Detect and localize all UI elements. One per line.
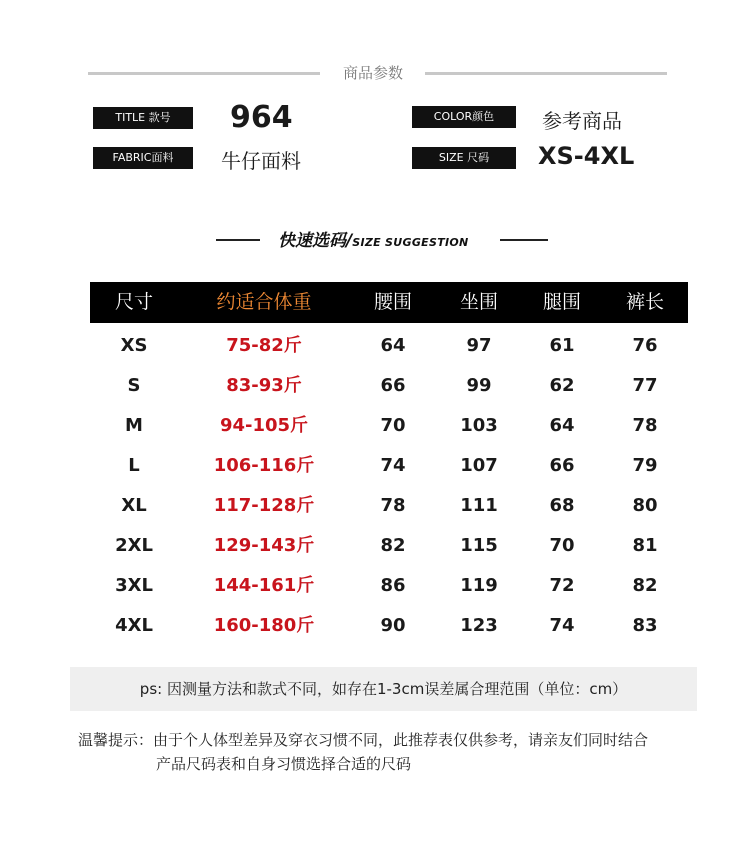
cell-hip: 97 xyxy=(466,335,492,356)
cell-size: 2XL xyxy=(115,535,153,556)
tip-line-2: 产品尺码表和自身习惯选择合适的尺码 xyxy=(156,755,412,773)
cell-hip: 103 xyxy=(460,415,498,436)
cell-length: 83 xyxy=(632,615,658,636)
table-row xyxy=(90,566,688,606)
cell-thigh: 62 xyxy=(549,375,575,396)
title-dash-left xyxy=(216,239,260,241)
cell-weight: 144-161斤 xyxy=(213,575,315,596)
size-value: XS-4XL xyxy=(538,142,635,170)
cell-length: 80 xyxy=(632,495,658,516)
cell-size: L xyxy=(128,455,140,476)
title-dash-right xyxy=(500,239,548,241)
divider-right xyxy=(425,72,667,75)
cell-length: 76 xyxy=(632,335,658,356)
cell-thigh: 70 xyxy=(549,535,575,556)
cell-weight: 75-82斤 xyxy=(226,335,302,356)
header-thigh: 腿围 xyxy=(542,291,581,313)
cell-thigh: 68 xyxy=(549,495,575,516)
header-weight: 约适合体重 xyxy=(216,291,312,313)
cell-weight: 160-180斤 xyxy=(213,615,315,636)
cell-hip: 99 xyxy=(466,375,492,396)
cell-waist: 82 xyxy=(380,535,406,556)
title-value: 964 xyxy=(230,100,293,135)
cell-weight: 106-116斤 xyxy=(213,455,315,476)
color-value: 参考商品 xyxy=(542,109,622,133)
cell-hip: 119 xyxy=(460,575,498,596)
cell-size: XS xyxy=(120,335,148,356)
divider-left xyxy=(88,72,320,75)
cell-waist: 70 xyxy=(380,415,406,436)
cell-size: 3XL xyxy=(115,575,153,596)
cell-size: XL xyxy=(121,495,147,516)
cell-waist: 90 xyxy=(380,615,406,636)
color-tag: COLOR颜色 xyxy=(412,106,516,128)
cell-length: 81 xyxy=(632,535,658,556)
header-hip: 坐围 xyxy=(459,291,498,313)
table-row xyxy=(90,326,688,366)
cell-size: S xyxy=(127,375,141,396)
cell-thigh: 74 xyxy=(549,615,575,636)
table-row xyxy=(90,446,688,486)
cell-hip: 123 xyxy=(460,615,498,636)
cell-thigh: 61 xyxy=(549,335,575,356)
cell-weight: 117-128斤 xyxy=(213,495,315,516)
table-row xyxy=(90,606,688,646)
cell-length: 82 xyxy=(632,575,658,596)
cell-weight: 94-105斤 xyxy=(219,415,309,436)
fabric-value: 牛仔面料 xyxy=(221,149,301,173)
cell-waist: 86 xyxy=(380,575,406,596)
cell-hip: 107 xyxy=(460,455,498,476)
table-row xyxy=(90,366,688,406)
cell-waist: 64 xyxy=(380,335,406,356)
quick-select-title xyxy=(278,226,469,251)
cell-waist: 66 xyxy=(380,375,406,396)
size-tag: SIZE 尺码 xyxy=(412,147,516,169)
cell-weight: 129-143斤 xyxy=(213,535,315,556)
quick-select-title-cn: 快速选码/ xyxy=(278,231,353,251)
cell-waist: 74 xyxy=(380,455,406,476)
table-row xyxy=(90,526,688,566)
cell-size: M xyxy=(125,415,143,436)
measurement-note: ps: 因测量方法和款式不同，如存在1-3cm误差属合理范围（单位：cm） xyxy=(139,680,628,698)
cell-waist: 78 xyxy=(380,495,406,516)
measurement-note-box xyxy=(70,667,697,711)
section-title: 商品参数 xyxy=(342,64,403,82)
size-table-header xyxy=(90,282,688,323)
quick-select-subtitle: SIZE SUGGESTION xyxy=(352,236,469,249)
title-tag: TITLE 款号 xyxy=(93,107,193,129)
header-waist: 腰围 xyxy=(373,291,412,313)
cell-length: 78 xyxy=(632,415,658,436)
header-size: 尺寸 xyxy=(114,291,153,313)
header-length: 裤长 xyxy=(625,291,664,313)
table-row xyxy=(90,406,688,446)
cell-hip: 115 xyxy=(460,535,498,556)
tip-line-1: 温馨提示：由于个人体型差异及穿衣习惯不同，此推荐表仅供参考，请亲友们同时结合 xyxy=(78,731,649,749)
cell-length: 79 xyxy=(632,455,658,476)
table-row xyxy=(90,486,688,526)
cell-thigh: 72 xyxy=(549,575,575,596)
cell-hip: 111 xyxy=(460,495,498,516)
cell-length: 77 xyxy=(632,375,658,396)
fabric-tag: FABRIC面料 xyxy=(93,147,193,169)
cell-size: 4XL xyxy=(115,615,153,636)
cell-thigh: 64 xyxy=(549,415,575,436)
cell-thigh: 66 xyxy=(549,455,575,476)
cell-weight: 83-93斤 xyxy=(226,375,302,396)
